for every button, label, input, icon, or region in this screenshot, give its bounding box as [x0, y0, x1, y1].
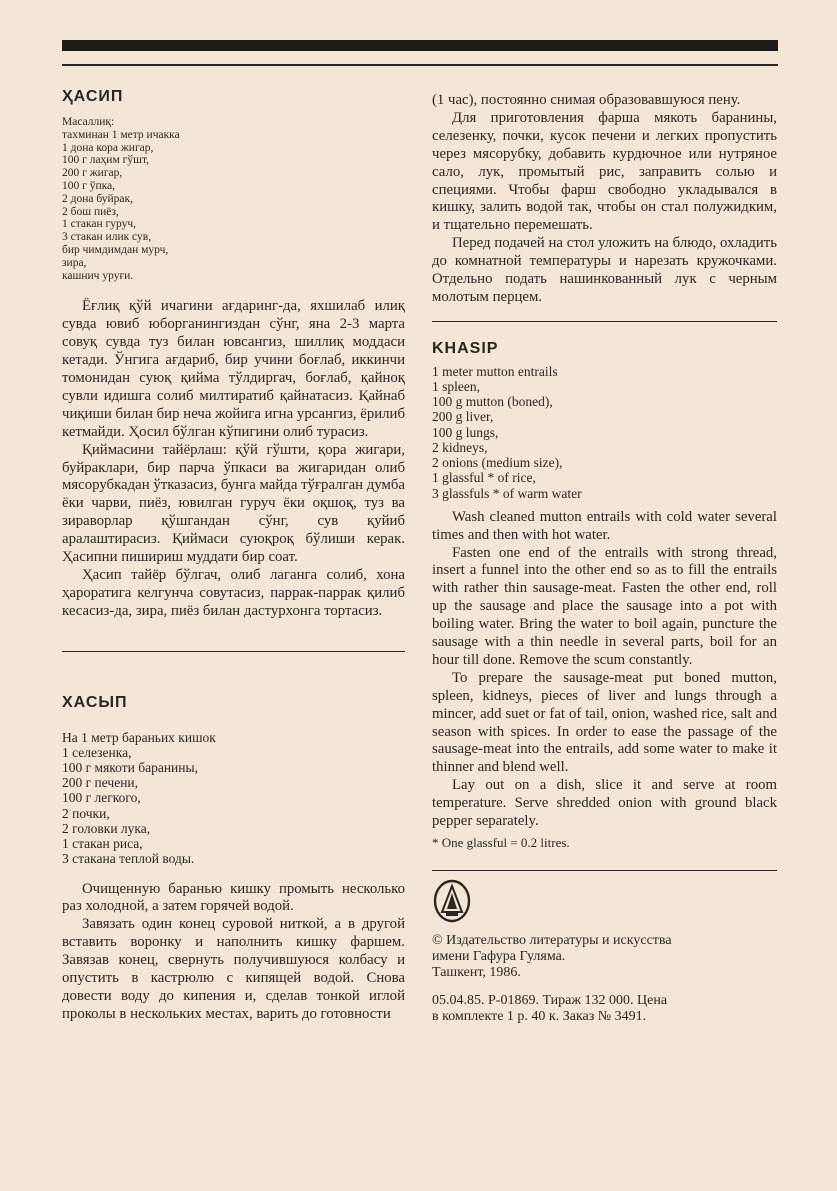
english-ingredients: 1 meter mutton entrails 1 spleen, 100 g mutton (boned), 200 g liver, 100 g lungs, 2 kidneys, 2 onions (medium size), 1 glassful * of rice, 3 glassfuls * of warm water [432, 363, 582, 501]
uzbek-paragraph: Ҳасип тайёр бўлгач, олиб лаганга солиб, хона ҳароратига келгунча совутасиз, паррак-паррак қилиб кесасиз-да, зира, пиёз билан дастурхонга тортасиз. [62, 566, 405, 619]
uzbek-ingredients-label: Масаллиқ: [62, 116, 115, 128]
english-recipe [432, 340, 777, 850]
publisher-info: © Издательство литературы и искусства имени Гафура Гуляма. Ташкент, 1986. [432, 933, 672, 981]
left-column [62, 88, 405, 1024]
imprint [432, 879, 777, 1025]
russian-ingredients: На 1 метр бараньих кишок 1 селезенка, 100 г мякоти баранины, 200 г печени, 100 г легкого, 2 почки, 2 головки лука, 1 стакан риса, 3 стакана теплой воды. [62, 729, 216, 867]
uzbek-recipe [62, 88, 405, 621]
uzbek-paragraph: Ёғлиқ қўй ичагини ағдаринг-да, яхшилаб илиқ сувда ювиб юборганингиздан сўнг, яна 2-3 марта совуқ сувда туз билан ювсангиз, шиллиқ моддаси кетади. Ўнгига ағдариб, бир учини боғлаб, иккинчи томонидан суюқ қийма тўлдиргач, боғлаб, қайноқ сувли идишга солиб милтиратиб қайнатасиз. Қайнаб чиқиши билан бир неча жойига игна урсангиз, ёрилиб кетмайди. Ҳосил бўлган кўпигини олиб турасиз. [62, 298, 405, 440]
top-rule [62, 64, 778, 66]
english-title: KHASIP [432, 339, 499, 357]
uzbek-ingredients: тахминан 1 метр ичакка 1 дона кора жигар, 100 г лаҳим гўшт, 200 г жигар, 100 г ўпка, 2 дона буйрак, 2 бош пиёз, 1 стакан гуруч, 3 стакан илик сув, бир чимдимдан мурч, зира, кашнич уруғи. [62, 128, 180, 282]
uzbek-paragraph: Қиймасини тайёрлаш: қўй гўшти, қора жигари, буйраклари, бир парча ўпкаси ва жигаридан олиб мясорубкадан ўтказасиз, бунга майда тўғралган думба ёки чарви, пиёз, ювилган гуруч ёки оқшоқ, туз ва зираворлар қўшгандан сўнг, сув қуйиб аралаштирасиз. Қиймаси суюқроқ бўлиши керак. Ҳасипни пишириш муддати бир соат. [62, 441, 405, 566]
uzbek-title: ҲАСИП [62, 88, 124, 105]
english-paragraph: Lay out on a dish, slice it and serve at room temperature. Serve shredded onion with ground black pepper separately. [432, 777, 777, 830]
english-paragraph: Wash cleaned mutton entrails with cold water several times and then with hot water. [432, 508, 777, 543]
section-divider [62, 651, 405, 652]
right-column [432, 92, 777, 1025]
russian-recipe-continued [432, 92, 777, 307]
section-divider [432, 321, 777, 322]
russian-paragraph: Для приготовления фарша мякоть баранины, селезенку, почки, кусок печени и легких пропустить через мясорубку, добавить курдючное или нутряное сало, лук, промытый рис, заправить солью и специями. Чтобы фарш свободно укладывался в кишку, залить водой так, чтобы он стал полужидким, и тщательно перемешать. [432, 109, 777, 234]
russian-recipe [62, 694, 405, 1024]
russian-continuation: (1 час), постоянно снимая образовавшуюся пену. [432, 92, 741, 108]
russian-paragraph: Перед подачей на стол уложить на блюдо, охладить до комнатной температуры и нарезать кружочками. Отдельно подать нашинкованный лук с черным молотым перцем. [432, 235, 777, 305]
russian-paragraph: Завязать один конец суровой ниткой, а в другой вставить воронку и наполнить кишку фаршем. Завязав конец, свернуть получившуюся колбасу и опустить в кастрюлю с кипящей водой. Снова довести воду до кипения и, сделав тонкой иглой проколы в нескольких местах, варить до готовности [62, 916, 405, 1022]
english-paragraph: Fasten one end of the entrails with strong thread, insert a funnel into the other end so as to fill the entrails with rather thin sausage-meat. Fasten the other end, roll up the sausage and place the sausage into a pot with boiling water. Bring the water to boil again, puncture the sausage with a thin needle in several parts, boil for an hour till done. Remove the scum constantly. [432, 544, 777, 668]
section-divider [432, 870, 777, 871]
english-footnote: * One glassful = 0.2 litres. [432, 835, 570, 851]
russian-paragraph: Очищенную баранью кишку промыть несколько раз холодной, а затем горячей водой. [62, 880, 405, 915]
publisher-logo-icon [432, 879, 472, 923]
print-info: 05.04.85. Р-01869. Тираж 132 000. Цена в комплекте 1 р. 40 к. Заказ № 3491. [432, 993, 668, 1025]
russian-title: ХАСЫП [62, 693, 128, 711]
english-paragraph: To prepare the sausage-meat put boned mutton, spleen, kidneys, pieces of liver and lungs through a mincer, add suet or fat of tail, onion, washed rice, salt and season with spices. In order to ease the passage of the sausage-meat into the entrails, add some water to make it thinner and blend well. [432, 669, 777, 776]
top-decorative-bar [62, 40, 778, 51]
